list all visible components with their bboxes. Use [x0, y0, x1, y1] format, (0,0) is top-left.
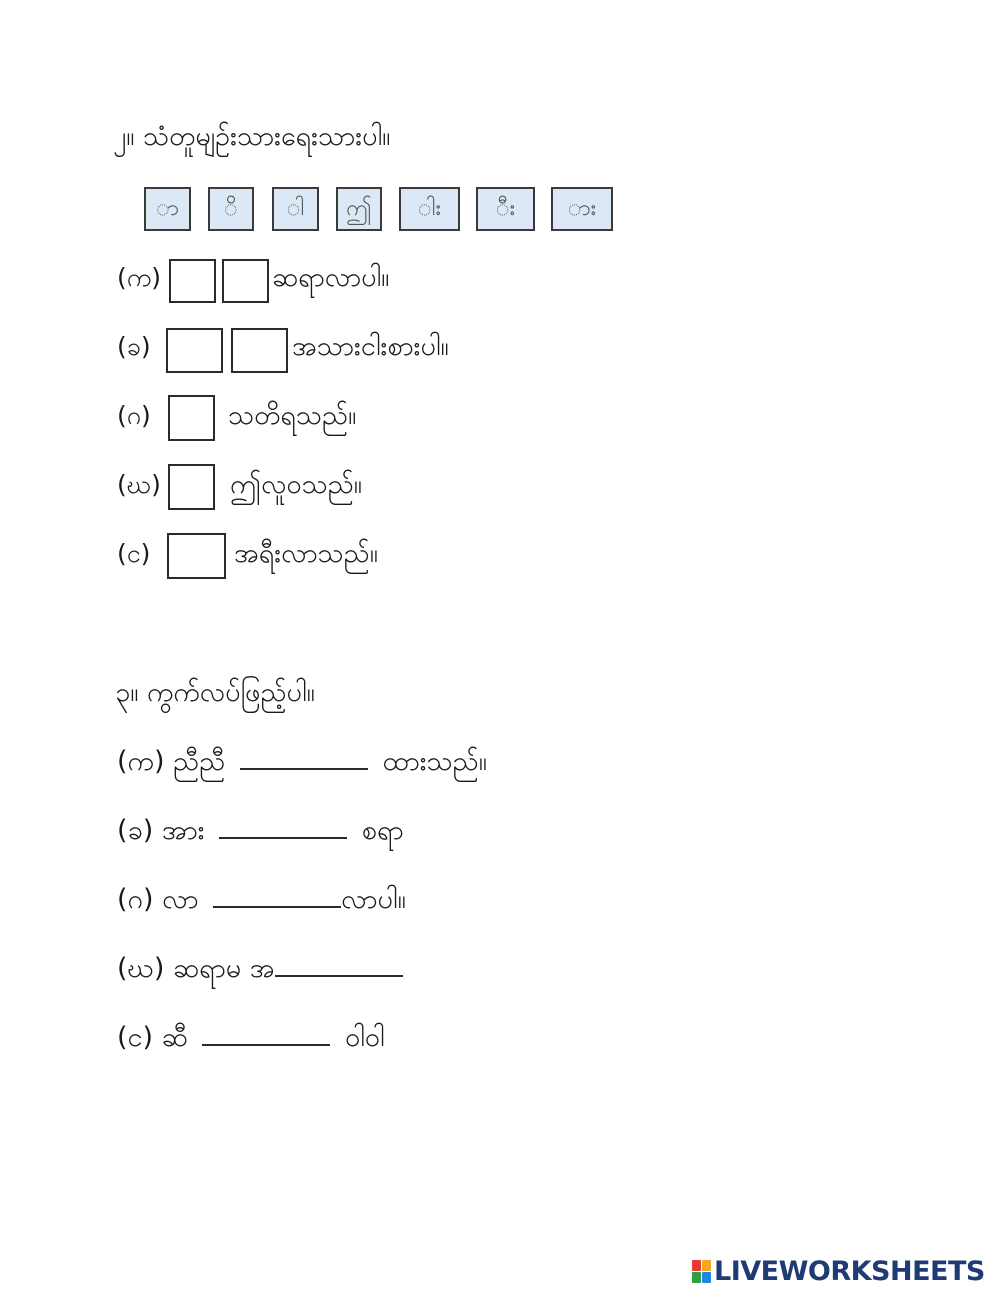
- answer-drop-box[interactable]: [167, 533, 226, 579]
- question-before-text: ညီညီ: [173, 746, 226, 777]
- question-label: (ဂ): [117, 401, 151, 430]
- question-before-text: ဆရာမ အ: [173, 953, 275, 984]
- answer-drop-box[interactable]: [168, 395, 215, 441]
- question-before-text: အား: [161, 815, 205, 846]
- fill-question: [117, 814, 404, 848]
- fill-question: [117, 745, 487, 779]
- fill-question: [117, 1021, 385, 1055]
- option-tile[interactable]: ီး: [476, 187, 535, 231]
- option-tile[interactable]: ာ: [144, 187, 191, 231]
- logo-mark-square: [692, 1260, 701, 1271]
- option-tile[interactable]: ဤ: [336, 187, 382, 231]
- logo-mark-square: [692, 1272, 701, 1283]
- question-label: (က): [117, 746, 165, 777]
- option-tile[interactable]: ား: [551, 187, 613, 231]
- question-before-text: ဆီ: [161, 1022, 188, 1053]
- question-label: (က): [117, 263, 161, 292]
- answer-blank[interactable]: [219, 817, 347, 839]
- question-label: (င): [117, 539, 151, 568]
- answer-drop-box[interactable]: [168, 464, 215, 510]
- section1-title: ၂။ သံတူမျဉ်းသားရေးသားပါ။: [113, 121, 391, 152]
- question-after-text: လာပါ။: [341, 884, 406, 915]
- option-tile[interactable]: ါး: [399, 187, 460, 231]
- answer-drop-box[interactable]: [222, 259, 269, 303]
- question-label: (ခ): [117, 332, 151, 361]
- logo-text: LIVEWORKSHEETS: [714, 1256, 985, 1287]
- option-tile[interactable]: ိ: [208, 187, 254, 231]
- question-before-text: လာ: [162, 884, 199, 915]
- option-tile[interactable]: ါ: [272, 187, 319, 231]
- question-after-text: ဝါဝါ: [344, 1022, 385, 1053]
- answer-drop-box[interactable]: [169, 259, 216, 303]
- liveworksheets-logo: [692, 1256, 985, 1287]
- question-text: သတိရသည်။: [228, 400, 357, 431]
- answer-drop-box[interactable]: [231, 328, 288, 373]
- question-label: (ဃ): [117, 470, 161, 499]
- answer-blank[interactable]: [240, 748, 368, 770]
- question-after-text: ထားသည်။: [382, 746, 487, 777]
- section2-title: ၃။ ကွက်လပ်ဖြည့်ပါ။: [115, 677, 315, 708]
- fill-question: [117, 952, 409, 986]
- question-after-text: စရာ: [361, 815, 404, 846]
- answer-drop-box[interactable]: [166, 328, 223, 373]
- question-label: (ခ): [117, 815, 154, 846]
- question-text: ဆရာလာပါ။: [272, 262, 390, 293]
- answer-blank[interactable]: [275, 955, 403, 977]
- answer-blank[interactable]: [213, 886, 341, 908]
- question-label: (င): [117, 1022, 154, 1053]
- question-text: အသားငါးစားပါ။: [292, 331, 449, 362]
- question-label: (ဃ): [117, 953, 165, 984]
- fill-question: [117, 883, 406, 917]
- answer-blank[interactable]: [202, 1024, 330, 1046]
- question-label: (ဂ): [117, 884, 154, 915]
- logo-mark-square: [702, 1260, 711, 1271]
- question-text: အရီးလာသည်။: [234, 538, 378, 569]
- logo-mark-icon: [692, 1260, 712, 1284]
- logo-mark-square: [702, 1272, 711, 1283]
- question-text: ဤလူဝသည်။: [230, 469, 362, 500]
